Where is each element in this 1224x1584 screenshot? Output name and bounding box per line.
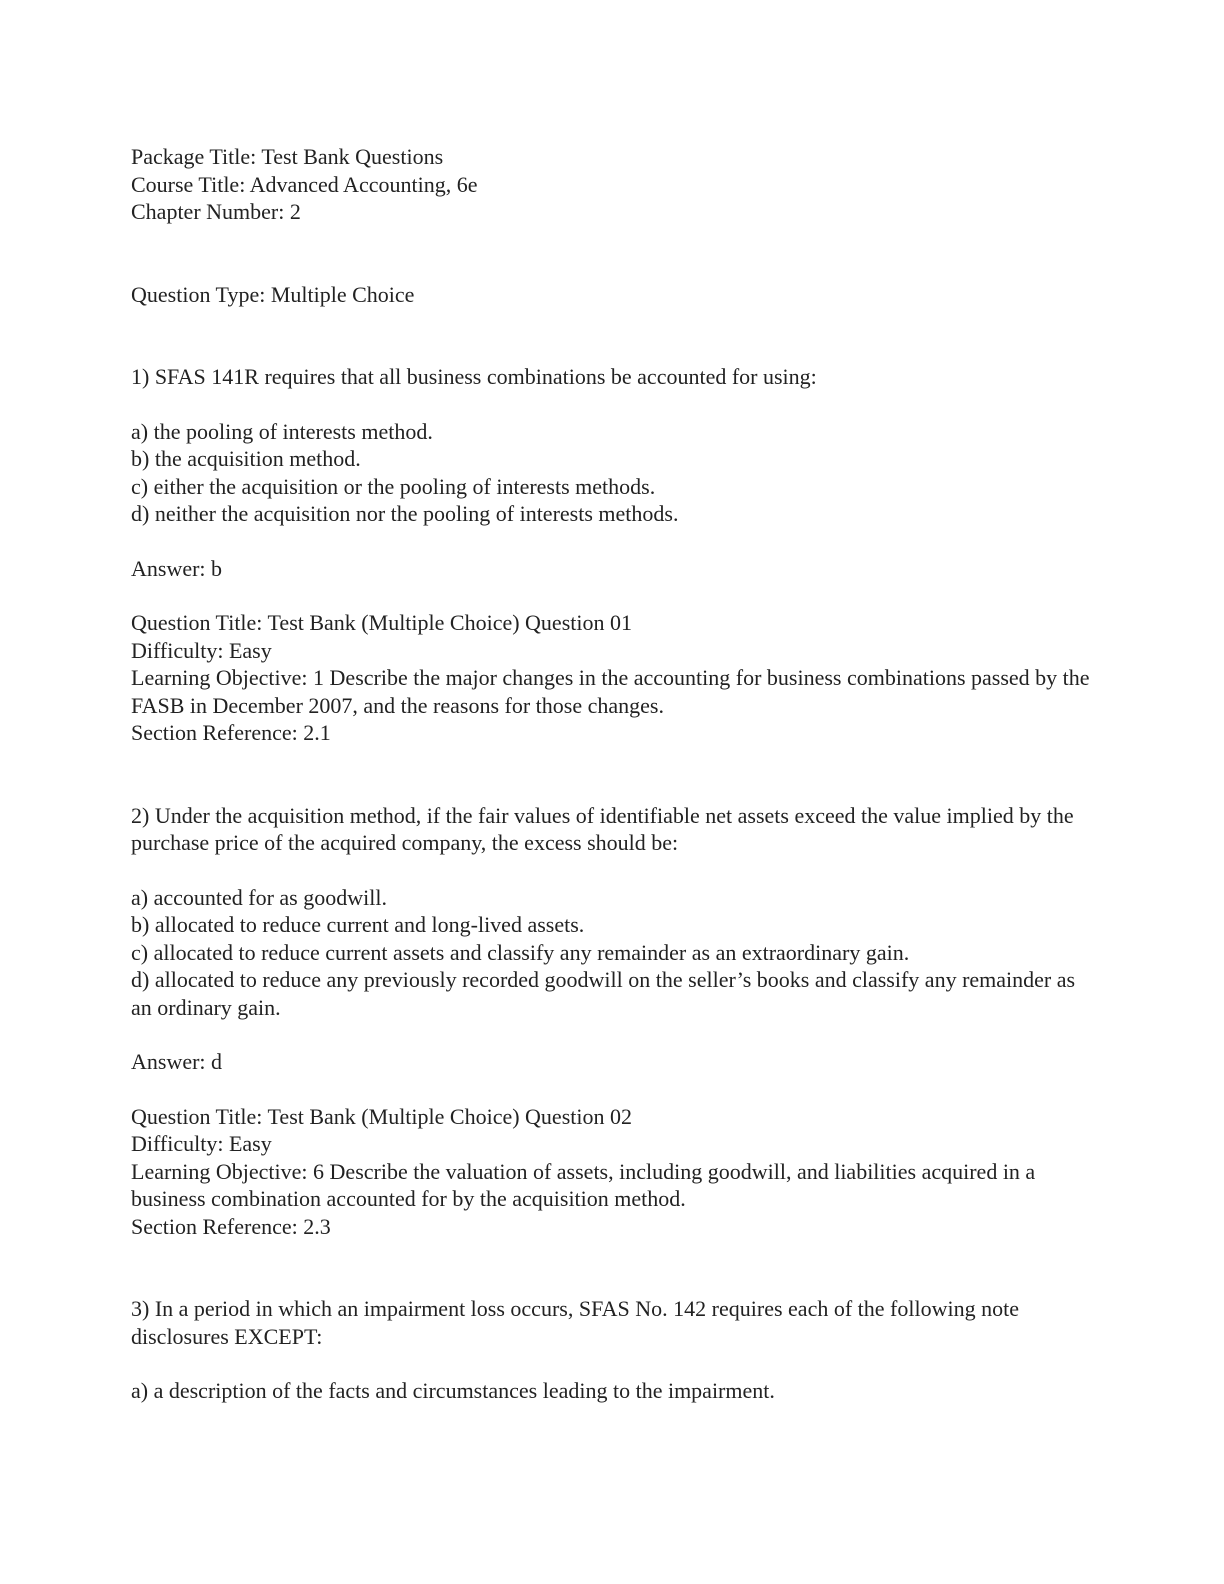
difficulty: Difficulty: Easy [131,1131,272,1156]
option-b: b) the acquisition method. [131,446,361,471]
question-block-1 [131,363,1091,747]
section-reference: Section Reference: 2.3 [131,1213,331,1239]
question-block-3 [131,1295,1091,1405]
section-reference: Section Reference: 2.1 [131,720,331,745]
package-title: Package Title: Test Bank Questions [131,144,444,169]
learning-objective: Learning Objective: 6 Describe the valuation of assets, including goodwill, and liabilities acquired in a business combination accounted for by the acquisition method. [131,1158,1036,1211]
question-stem: 3) In a period in which an impairment loss occurs, SFAS No. 142 requires each of the following note disclosures EXCEPT: [131,1296,1019,1349]
document-page [131,143,1091,1405]
question-title: Question Title: Test Bank (Multiple Choice) Question 02 [131,1103,632,1129]
option-a: a) the pooling of interests method. [131,418,433,444]
option-d: d) allocated to reduce any previously recorded goodwill on the seller’s books and classify any remainder as an ordinary gain. [131,967,1076,1020]
answer: Answer: d [131,1049,223,1074]
learning-objective: Learning Objective: 1 Describe the major changes in the accounting for business combinations passed by the FASB in December 2007, and the reasons for those changes. [131,665,1090,718]
option-d: d) neither the acquisition nor the pooling of interests methods. [131,501,679,526]
question-type: Question Type: Multiple Choice [131,281,415,307]
course-title: Course Title: Advanced Accounting, 6e [131,171,478,197]
answer-options [131,884,1091,1022]
question-title: Question Title: Test Bank (Multiple Choice) Question 01 [131,610,632,635]
answer-options [131,1377,1091,1405]
option-c: c) either the acquisition or the pooling of interests methods. [131,473,656,499]
option-b: b) allocated to reduce current and long-lived assets. [131,912,585,937]
question-stem: 2) Under the acquisition method, if the fair values of identifiable net assets exceed the value implied by the purchase price of the acquired company, the excess should be: [131,802,1074,855]
option-a: a) a description of the facts and circumstances leading to the impairment. [131,1378,775,1403]
question-metadata [131,609,1091,747]
question-block-2 [131,802,1091,1241]
answer-options [131,418,1091,528]
question-stem: 1) SFAS 141R requires that all business combinations be accounted for using: [131,364,817,389]
option-a: a) accounted for as goodwill. [131,884,387,910]
document-header [131,143,1091,226]
question-metadata [131,1103,1091,1241]
difficulty: Difficulty: Easy [131,637,272,663]
answer: Answer: b [131,555,223,581]
chapter-number: Chapter Number: 2 [131,199,301,224]
option-c: c) allocated to reduce current assets and classify any remainder as an extraordinary gain. [131,939,910,965]
